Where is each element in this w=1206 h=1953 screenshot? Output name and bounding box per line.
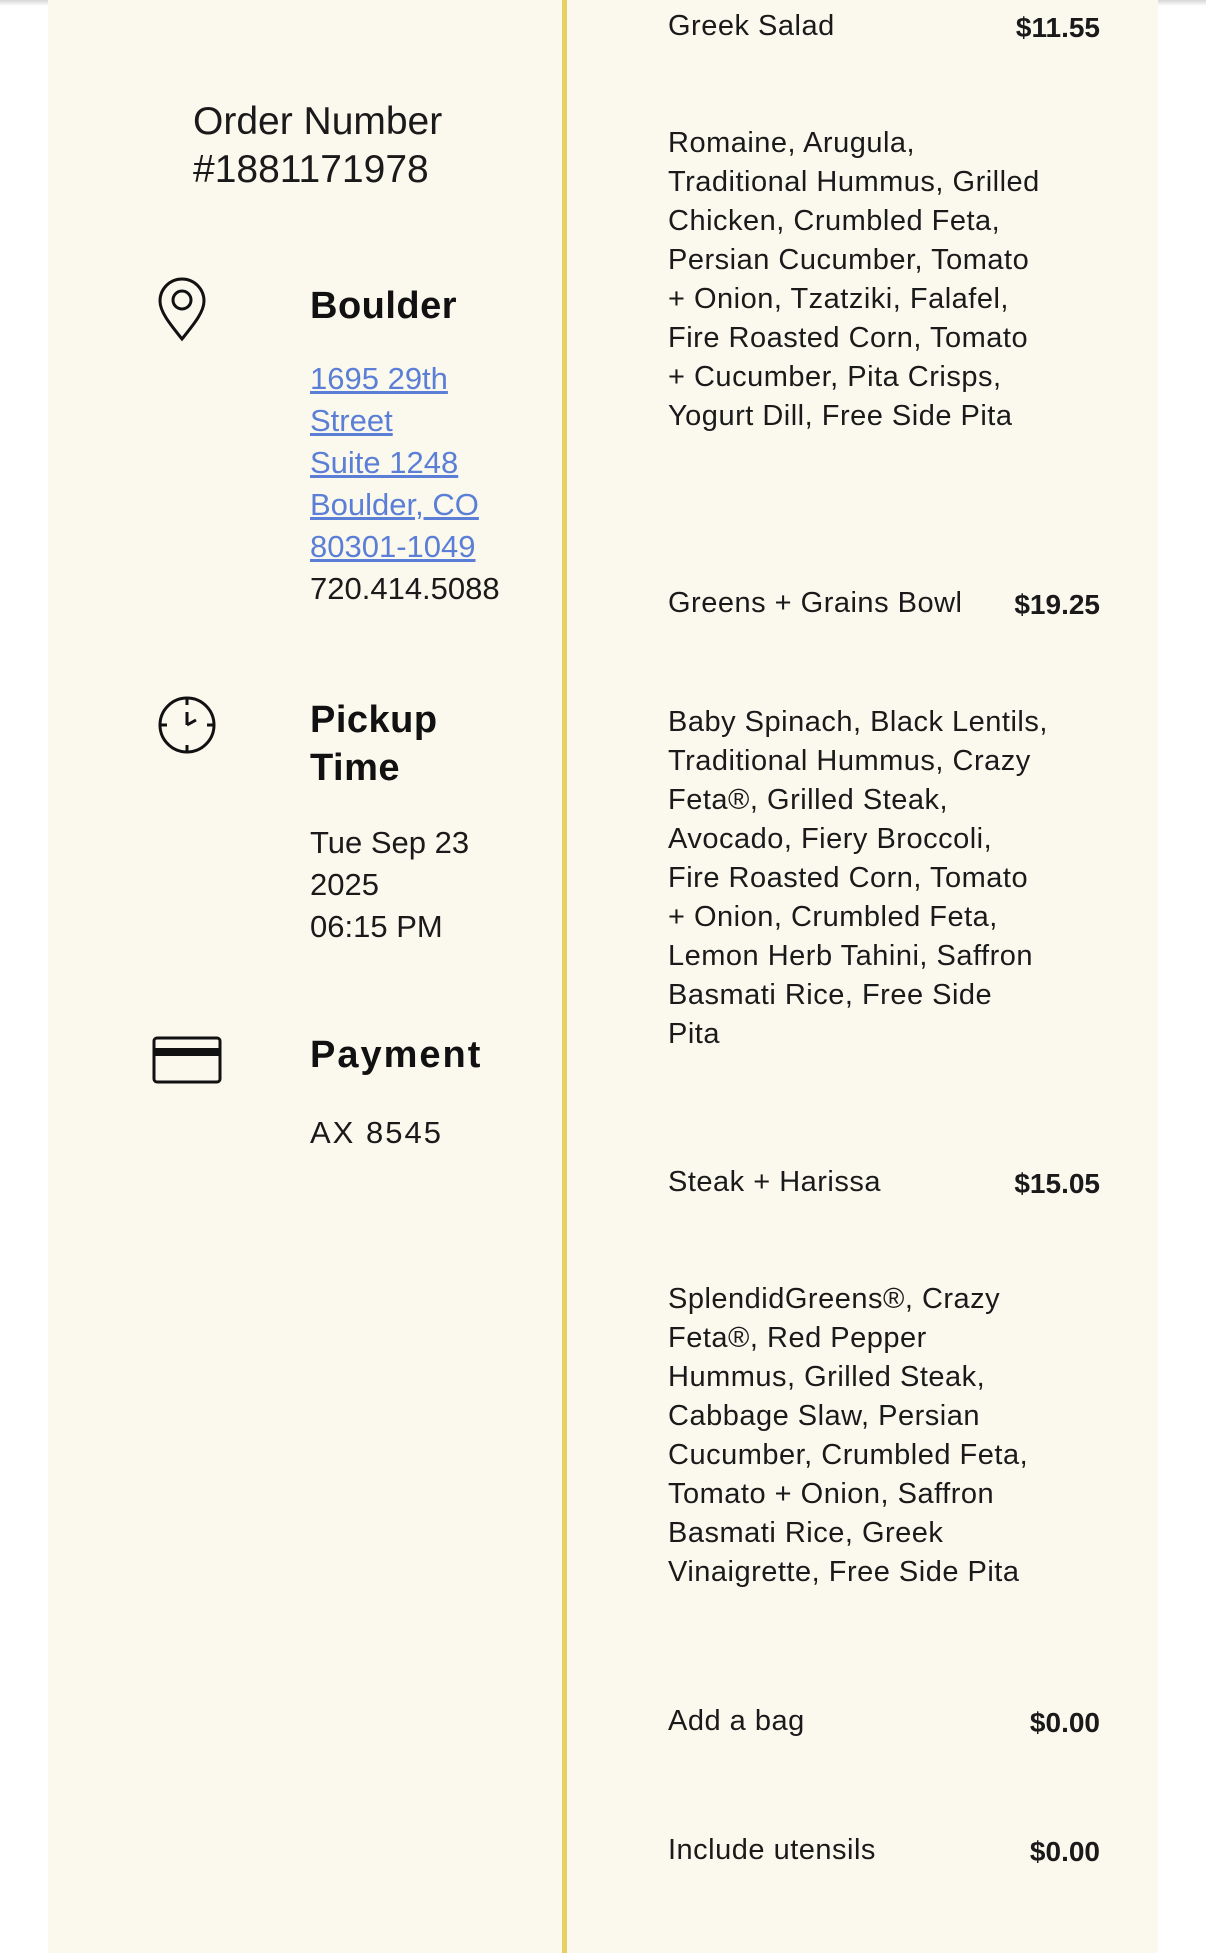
- item-price: $15.05: [1014, 1168, 1100, 1199]
- address-link-line-2[interactable]: Street: [310, 403, 393, 438]
- item-price: $19.25: [1014, 589, 1100, 620]
- line-item: [668, 1830, 1100, 1870]
- pickup-time-line: 06:15 PM: [310, 909, 443, 944]
- address-link-line-1[interactable]: 1695 29th: [310, 361, 448, 396]
- item-price: $0.00: [1029, 1836, 1100, 1867]
- payment-title: Payment: [310, 1034, 483, 1076]
- item-name: Include utensils: [668, 1834, 876, 1866]
- line-item: [668, 1701, 1100, 1741]
- item-description: Baby Spinach, Black Lentils, Traditional Hummus, Crazy Feta®, Grilled Steak, Avocado, Fiery Broccoli, Fire Roasted Corn, Tomato + Onion, Crumbled Feta, Lemon Herb Tahini, Saffron Basmati Rice, Free Side Pita: [668, 706, 1048, 1050]
- location-phone: 720.414.5088: [310, 571, 500, 606]
- pickup-time-title: [310, 696, 438, 792]
- pickup-date-line-2: 2025: [310, 867, 379, 902]
- item-price: $11.55: [1015, 12, 1100, 43]
- order-receipt: [48, 0, 1158, 1953]
- pickup-date-line-1: Tue Sep 23: [310, 825, 470, 860]
- order-number-block: [193, 98, 442, 194]
- item-price: $0.00: [1029, 1707, 1100, 1738]
- pickup-title-line-2: Time: [310, 747, 401, 789]
- address-link-line-3[interactable]: Suite 1248: [310, 445, 459, 480]
- location-address: [310, 358, 500, 610]
- column-divider: [562, 0, 567, 1953]
- order-number-value: #1881171978: [193, 148, 429, 191]
- item-name: Steak + Harissa: [668, 1166, 882, 1198]
- line-item: [668, 1162, 1100, 1202]
- map-pin-icon: [156, 276, 208, 342]
- address-link-line-4[interactable]: Boulder, CO: [310, 487, 479, 522]
- clock-icon: [156, 694, 218, 756]
- credit-card-icon: [152, 1036, 222, 1084]
- item-name: Add a bag: [668, 1705, 805, 1737]
- item-description: Romaine, Arugula, Traditional Hummus, Grilled Chicken, Crumbled Feta, Persian Cucumber, Tomato + Onion, Tzatziki, Falafel, Fire Roasted Corn, Tomato + Cucumber, Pita Crisps, Yogurt Dill, Free Side Pita: [668, 127, 1040, 432]
- address-link-line-5[interactable]: 80301-1049: [310, 529, 476, 564]
- item-name: Greek Salad: [668, 10, 835, 42]
- order-number-label: Order Number: [193, 100, 443, 143]
- item-description: SplendidGreens®, Crazy Feta®, Red Pepper Hummus, Grilled Steak, Cabbage Slaw, Persian Cucumber, Crumbled Feta, Tomato + Onion, Saffron Basmati Rice, Greek Vinaigrette, Free Side Pita: [668, 1283, 1029, 1588]
- pickup-title-line-1: Pickup: [310, 699, 438, 741]
- line-item: [668, 6, 1100, 46]
- item-name: Greens + Grains Bowl: [668, 587, 963, 619]
- pickup-time-value: [310, 822, 469, 948]
- line-item: [668, 583, 1100, 623]
- payment-card-value: AX 8545: [310, 1115, 443, 1150]
- location-title: Boulder: [310, 285, 458, 327]
